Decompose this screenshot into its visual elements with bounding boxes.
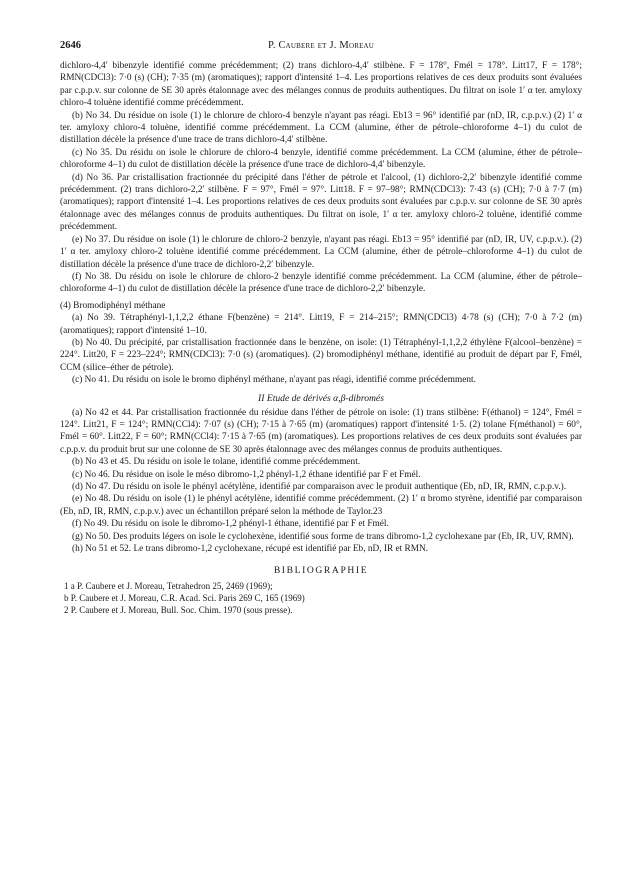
- paragraph-e-37: (e) No 37. Du résidue on isole (1) le chlorure de chloro-2 benzyle, n'ayant pas réagi. Eb13 = 95° identifié par (nD, IR, UV, c.p.p.v.). (2) 1′ α ter. amyloxy chloro-2 toluène identifié comme précédemment. La CCM (alumine, éther de pétrole–chloroforme 4–1) du culot de distillation décèle la présence d'une trace de dichloro-2,2′ bibenzyle.: [60, 234, 582, 270]
- reference-1a: 1 a P. Caubere et J. Moreau, Tetrahedron 25, 2469 (1969);: [64, 581, 273, 592]
- running-head: [60, 40, 582, 60]
- paragraph-b-34: (b) No 34. Du résidue on isole (1) le chlorure de chloro-4 benzyle n'ayant pas réagi. Eb13 = 96° identifié par (nD, IR, c.p.p.v.) (2) 1′ α ter. amyloxy chloro-4 toluène, identifié comme précédemment. La CCM (alumine, éther de pétrole–chloroforme 4–1) du culot de distillation décèle la présence d'une trace de trans dichloro-4,4′ stilbène.: [60, 110, 582, 146]
- section-4-heading: (4) Bromodiphényl méthane: [60, 300, 166, 311]
- running-head-authors: P. Caubere et J. Moreau: [267, 40, 375, 51]
- paragraph-c-41: (c) No 41. Du résidu on isole le bromo diphényl méthane, n'ayant pas réagi, identifié comme précédemment.: [72, 375, 476, 386]
- paragraph-a-39: (a) No 39. Tétraphényl-1,1,2,2 éthane F(benzène) = 214°. Litt19, F = 214–215°; RMN(CDCl3) 4·78 (s) (CH); 7·0 à 7·2 (m) (aromatiques); rapport d'intensité 1–10.: [60, 313, 582, 336]
- paragraph-continued: dichloro-4,4′ bibenzyle identifié comme précédemment; (2) trans dichloro-4,4′ stilbène. F = 178°, Fmél = 178°. Litt17, F = 178°; RMN(CDCl3): 7·0 (s) (CH); 7·35 (m) (aromatiques); rapport d'intensité 1–4. Les proportions relatives de ces deux produits sont évaluées par c.p.p.v. sur colonne de SE 30 après étalonnage avec des mélanges connus de produits authentiques. Du filtrat on isole 1′ α ter. amyloxy chloro-4 toluène identifié comme précédemment.: [60, 61, 582, 109]
- page-number: 2646: [60, 40, 81, 51]
- journal-page: [60, 40, 582, 616]
- paragraph-a-42: (a) No 42 et 44. Par cristallisation fractionnée du résidue dans l'éther de pétrole on isole: (1) trans stilbène: F(éthanol) = 124°, Fmél = 124°. Litt21, F = 124°; RMN(CCl4): 7·07 (s) (CH); 7·15 à 7·65 (m) (aromatiques) rapport d'intensité 1·5. (2) tolane F(méthanol) = 60°, Fmél = 60°. Litt22, F = 60°; RMN(CCl4): 7·15 à 7·65 (m) (aromatiques). Les proportions relatives de ces deux produits sont évaluées par c.p.p.v. du produit brut sur une colonne de SE 30 après étalonnage avec des mélanges connus de produits authentiques.: [60, 407, 582, 455]
- reference-1b: b P. Caubere et J. Moreau, C.R. Acad. Sci. Paris 269 C, 165 (1969): [64, 593, 305, 604]
- paragraph-c-35: (c) No 35. Du résidu on isole le chlorure de chloro-4 benzyle, identifié comme précédemment. La CCM (alumine, éther de pétrole–chloroforme 4–1) du culot de distillation décèle la présence d'une trace de dichloro-4,4′ bibenzyle.: [60, 147, 582, 171]
- bibliography-title: BIBLIOGRAPHIE: [273, 565, 369, 577]
- paragraph-f-49: (f) No 49. Du résidu on isole le dibromo-1,2 phényl-1 éthane, identifié par F et Fmél.: [72, 519, 389, 530]
- paragraph-g-50: (g) No 50. Des produits légers on isole le cyclohexène, identifié sous forme de trans dibromo-1,2 cyclohexane par (Eb, IR, UV, RMN).: [72, 531, 574, 542]
- paragraph-h-51: (h) No 51 et 52. Le trans dibromo-1,2 cyclohexane, récupé est identifié par Eb, nD, IR et RMN.: [72, 544, 429, 555]
- paragraph-c-46: (c) No 46. Du résidue on isole le méso dibromo-1,2 phényl-1,2 éthane identifié par F et Fmél.: [72, 469, 421, 480]
- reference-2: 2 P. Caubere et J. Moreau, Bull. Soc. Chim. 1970 (sous presse).: [64, 605, 293, 616]
- paragraph-f-38: (f) No 38. Du résidu on isole le chlorure de chloro-2 benzyle identifié comme précédemment. La CCM (alumine, éther de pétrole–chloroforme 4–1) du culot de distillation décèle la présence d'une trace de dichloro-2,2′ bibenzyle.: [60, 271, 582, 295]
- paragraph-b-40: (b) No 40. Du précipité, par cristallisation fractionnée dans le benzène, on isole: (1) Tétraphényl-1,1,2,2 éthylène F(alcool–benzène) = 224°. Litt20, F = 223–224°; RMN(CDCl3): 7·0 (s) (aromatiques). (2) bromodiphényl méthane, identifié au produit de départ par F, Fmél, CCM (silice–éther de pétrole).: [60, 337, 582, 373]
- paragraph-d-47: (d) No 47. Du résidu on isole le phényl acétylène, identifié par comparaison avec le produit authentique (Eb, nD, IR, RMN, c.p.p.v.).: [72, 482, 567, 492]
- paragraph-d-36: (d) No 36. Par cristallisation fractionnée du précipité dans l'éther de pétrole et l'alcool, (1) dichloro-2,2′ bibenzyle identifié comme précédemment. (2) trans dichloro-2,2′ stilbène. F = 97°, Fmél = 97°. Litt18. F = 97–98°; RMN(CDCl3): 7·43 (s) (CH); 7·0 à 7·7 (m) (aromatiques); rapport d'intensité 1–4. Les proportions relatives de ces deux produits sont évaluées par c.p.p.v. sur colonne de SE 30 après étalonnage avec des mélanges connus de produits authentiques. Du filtrat on isole, 1′ α ter. amyloxy chloro-2 toluène, identifié comme précédemment.: [60, 172, 582, 233]
- paragraph-e-48: (e) No 48. Du résidu on isole (1) le phényl acétylène, identifié comme précédemment. (2) 1′ α bromo styrène, identifié par comparaison (Eb, nD, IR, RMN, c.p.p.v.) avec un échantillon préparé selon la méthode de Taylor.23: [60, 494, 582, 517]
- paragraph-b-43: (b) No 43 et 45. Du résidu on isole le tolane, identifié comme précédemment.: [72, 457, 361, 468]
- section-ii-heading: II Etude de dérivés α,β-dibromés: [258, 392, 384, 404]
